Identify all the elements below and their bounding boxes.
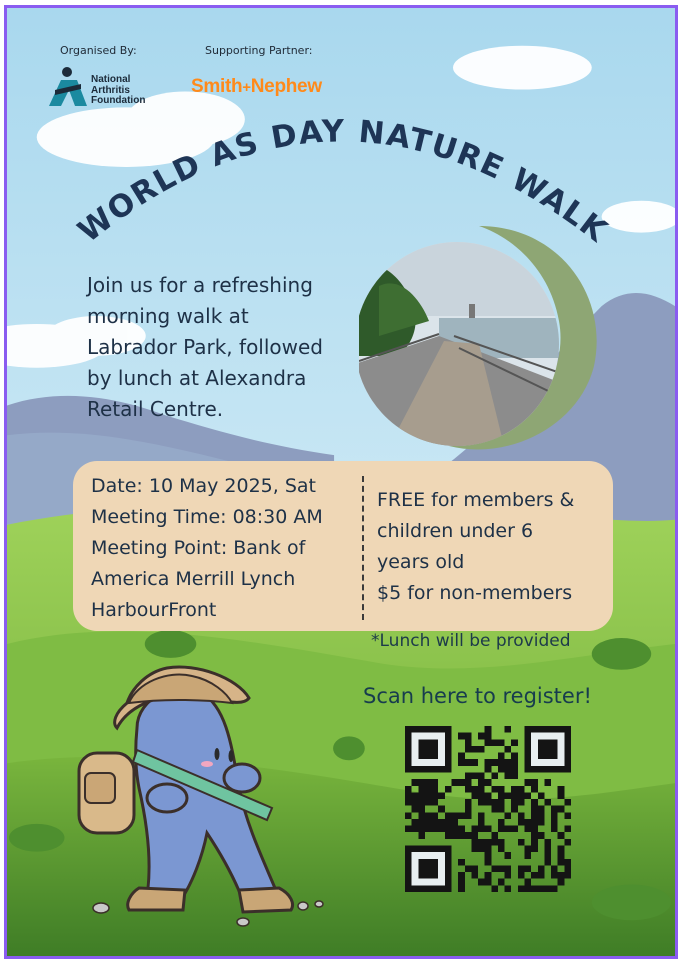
hiker-mascot-icon [67,658,337,938]
event-title: WORLD AS DAY NATURE WALK [71,113,615,250]
register-cta: Scan here to register! [363,684,592,708]
meeting-point-cont: America Merrill Lynch [91,568,296,590]
event-poster [4,5,678,959]
smith-nephew-part1: Smith [191,76,243,97]
meeting-point: Meeting Point: Bank of [91,537,306,559]
intro-line: by lunch at Alexandra [87,366,307,390]
naf-name [91,75,171,107]
intro-line: Join us for a refreshing [87,273,313,297]
event-date: Date: 10 May 2025, Sat [91,475,316,497]
smith-nephew-logo [191,76,322,98]
intro-line: Labrador Park, followed [87,335,324,359]
meeting-point-cont: HarbourFront [91,599,217,621]
meeting-time: Meeting Time: 08:30 AM [91,506,323,528]
naf-logo-icon [47,66,89,108]
organiser-label: Organised By: [60,44,137,57]
qr-code-icon[interactable] [405,726,571,892]
partner-label: Supporting Partner: [205,44,313,57]
park-photo [359,226,607,454]
naf-name-line: Arthritis [91,84,130,96]
pricing-line: years old [377,551,465,573]
smith-nephew-part2: Nephew [250,76,322,97]
pricing-details [377,485,574,609]
pricing-line: $5 for non-members [377,582,573,604]
event-intro [87,270,357,425]
pricing-line: FREE for members & [377,489,575,511]
event-details [91,471,323,626]
naf-name-line: Foundation [91,95,146,106]
details-divider [362,476,364,620]
lunch-note: *Lunch will be provided [371,631,571,651]
intro-line: morning walk at [87,304,249,328]
intro-line: Retail Centre. [87,397,224,421]
pricing-line: children under 6 [377,520,534,542]
smith-nephew-sep: + [242,79,251,96]
naf-name-line: National [91,74,131,85]
